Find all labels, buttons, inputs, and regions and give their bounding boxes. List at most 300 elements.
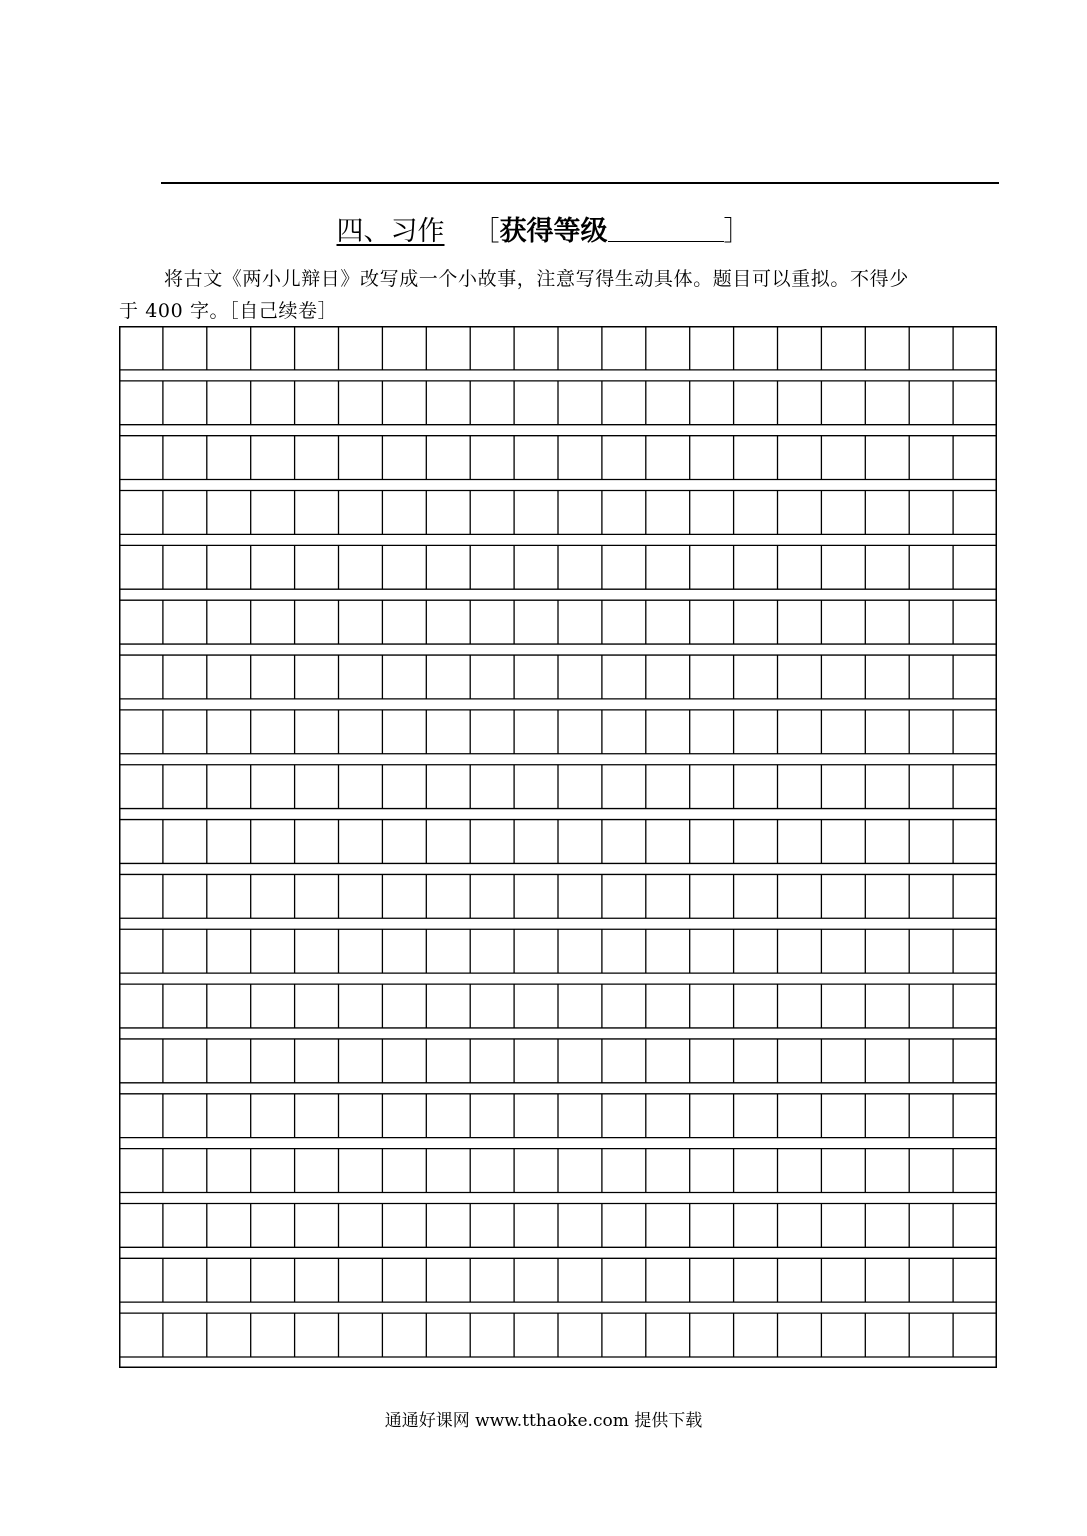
grid-cell[interactable] — [909, 874, 953, 918]
grid-cell[interactable] — [470, 545, 514, 589]
grid-cell[interactable] — [119, 1203, 163, 1247]
grid-cell[interactable] — [821, 655, 865, 699]
grid-cell[interactable] — [514, 381, 558, 425]
grid-cell[interactable] — [602, 765, 646, 809]
grade-blank[interactable] — [608, 213, 724, 242]
grid-cell[interactable] — [163, 874, 207, 918]
grid-cell[interactable] — [690, 820, 734, 864]
grid-cell[interactable] — [382, 1149, 426, 1193]
grid-cell[interactable] — [339, 655, 383, 699]
grid-cell[interactable] — [251, 1258, 295, 1302]
grid-cell[interactable] — [295, 984, 339, 1028]
grid-row[interactable] — [119, 1094, 997, 1138]
grid-cell[interactable] — [646, 765, 690, 809]
grid-cell[interactable] — [734, 1149, 778, 1193]
grid-cell[interactable] — [470, 929, 514, 973]
grid-cell[interactable] — [470, 491, 514, 535]
grid-cell[interactable] — [514, 545, 558, 589]
grid-cell[interactable] — [690, 600, 734, 644]
grid-cell[interactable] — [119, 765, 163, 809]
grid-cell[interactable] — [207, 1149, 251, 1193]
grid-cell[interactable] — [690, 655, 734, 699]
grid-cell[interactable] — [426, 765, 470, 809]
grid-cell[interactable] — [251, 820, 295, 864]
grid-cell[interactable] — [514, 765, 558, 809]
grid-cell[interactable] — [602, 545, 646, 589]
grid-cell[interactable] — [119, 874, 163, 918]
grid-cell[interactable] — [690, 1039, 734, 1083]
grid-cell[interactable] — [514, 1203, 558, 1247]
grid-cell[interactable] — [339, 1313, 383, 1357]
grid-cell[interactable] — [646, 491, 690, 535]
grid-cell[interactable] — [558, 710, 602, 754]
grid-cell[interactable] — [382, 1313, 426, 1357]
grid-cell[interactable] — [251, 710, 295, 754]
grid-cell[interactable] — [426, 710, 470, 754]
grid-cell[interactable] — [909, 1313, 953, 1357]
grid-cell[interactable] — [207, 984, 251, 1028]
grid-row[interactable] — [119, 600, 997, 644]
grid-cell[interactable] — [470, 765, 514, 809]
grid-cell[interactable] — [163, 1258, 207, 1302]
grid-cell[interactable] — [339, 1149, 383, 1193]
grid-cell[interactable] — [602, 874, 646, 918]
grid-cell[interactable] — [470, 381, 514, 425]
grid-cell[interactable] — [558, 436, 602, 480]
grid-cell[interactable] — [865, 326, 909, 370]
grid-cell[interactable] — [251, 1094, 295, 1138]
grid-cell[interactable] — [953, 1258, 997, 1302]
grid-row[interactable] — [119, 381, 997, 425]
grid-cell[interactable] — [163, 1094, 207, 1138]
grid-cell[interactable] — [470, 655, 514, 699]
grid-cell[interactable] — [339, 436, 383, 480]
grid-cell[interactable] — [251, 381, 295, 425]
grid-cell[interactable] — [909, 381, 953, 425]
grid-cell[interactable] — [558, 874, 602, 918]
grid-cell[interactable] — [821, 600, 865, 644]
grid-cell[interactable] — [207, 765, 251, 809]
grid-cell[interactable] — [163, 655, 207, 699]
grid-cell[interactable] — [734, 1094, 778, 1138]
grid-cell[interactable] — [426, 326, 470, 370]
grid-cell[interactable] — [602, 710, 646, 754]
grid-cell[interactable] — [646, 1094, 690, 1138]
grid-cell[interactable] — [163, 1149, 207, 1193]
grid-cell[interactable] — [865, 1258, 909, 1302]
grid-cell[interactable] — [207, 929, 251, 973]
grid-cell[interactable] — [163, 820, 207, 864]
grid-cell[interactable] — [382, 1094, 426, 1138]
grid-row[interactable] — [119, 874, 997, 918]
grid-row[interactable] — [119, 545, 997, 589]
grid-cell[interactable] — [514, 491, 558, 535]
grid-cell[interactable] — [514, 820, 558, 864]
grid-cell[interactable] — [119, 1094, 163, 1138]
grid-cell[interactable] — [734, 929, 778, 973]
grid-cell[interactable] — [953, 655, 997, 699]
grid-cell[interactable] — [734, 326, 778, 370]
grid-cell[interactable] — [558, 1313, 602, 1357]
grid-cell[interactable] — [426, 1203, 470, 1247]
grid-cell[interactable] — [646, 820, 690, 864]
grid-cell[interactable] — [119, 326, 163, 370]
grid-cell[interactable] — [821, 1258, 865, 1302]
grid-cell[interactable] — [602, 436, 646, 480]
grid-cell[interactable] — [470, 1094, 514, 1138]
grid-cell[interactable] — [953, 1094, 997, 1138]
grid-cell[interactable] — [426, 1149, 470, 1193]
grid-cell[interactable] — [909, 436, 953, 480]
grid-cell[interactable] — [207, 1313, 251, 1357]
grid-cell[interactable] — [514, 1094, 558, 1138]
grid-cell[interactable] — [953, 381, 997, 425]
grid-cell[interactable] — [734, 655, 778, 699]
grid-cell[interactable] — [295, 1203, 339, 1247]
grid-cell[interactable] — [602, 326, 646, 370]
grid-cell[interactable] — [558, 545, 602, 589]
grid-cell[interactable] — [646, 1258, 690, 1302]
grid-cell[interactable] — [426, 491, 470, 535]
grid-cell[interactable] — [163, 1313, 207, 1357]
grid-cell[interactable] — [470, 820, 514, 864]
grid-cell[interactable] — [734, 874, 778, 918]
grid-cell[interactable] — [382, 545, 426, 589]
grid-cell[interactable] — [295, 1258, 339, 1302]
grid-cell[interactable] — [953, 436, 997, 480]
grid-cell[interactable] — [865, 1094, 909, 1138]
grid-row[interactable] — [119, 929, 997, 973]
grid-cell[interactable] — [426, 874, 470, 918]
grid-cell[interactable] — [470, 984, 514, 1028]
grid-cell[interactable] — [163, 545, 207, 589]
grid-cell[interactable] — [865, 710, 909, 754]
grid-cell[interactable] — [646, 655, 690, 699]
grid-cell[interactable] — [382, 1258, 426, 1302]
grid-cell[interactable] — [558, 765, 602, 809]
grid-cell[interactable] — [558, 820, 602, 864]
grid-cell[interactable] — [295, 765, 339, 809]
grid-cell[interactable] — [470, 1313, 514, 1357]
grid-cell[interactable] — [953, 874, 997, 918]
grid-cell[interactable] — [426, 600, 470, 644]
grid-cell[interactable] — [690, 1149, 734, 1193]
grid-cell[interactable] — [207, 655, 251, 699]
grid-cell[interactable] — [207, 710, 251, 754]
grid-cell[interactable] — [821, 765, 865, 809]
grid-cell[interactable] — [865, 491, 909, 535]
grid-cell[interactable] — [558, 1203, 602, 1247]
grid-cell[interactable] — [734, 984, 778, 1028]
grid-cell[interactable] — [865, 600, 909, 644]
grid-cell[interactable] — [251, 929, 295, 973]
grid-cell[interactable] — [426, 381, 470, 425]
grid-cell[interactable] — [382, 710, 426, 754]
grid-cell[interactable] — [339, 326, 383, 370]
grid-cell[interactable] — [690, 436, 734, 480]
grid-cell[interactable] — [295, 1094, 339, 1138]
grid-cell[interactable] — [558, 491, 602, 535]
grid-cell[interactable] — [778, 436, 822, 480]
grid-cell[interactable] — [119, 600, 163, 644]
grid-cell[interactable] — [909, 655, 953, 699]
grid-cell[interactable] — [207, 1039, 251, 1083]
writing-grid[interactable] — [119, 326, 997, 1368]
grid-cell[interactable] — [865, 381, 909, 425]
grid-cell[interactable] — [909, 765, 953, 809]
grid-cell[interactable] — [734, 1203, 778, 1247]
grid-cell[interactable] — [602, 1258, 646, 1302]
grid-cell[interactable] — [470, 326, 514, 370]
grid-cell[interactable] — [558, 1149, 602, 1193]
grid-cell[interactable] — [426, 1313, 470, 1357]
grid-cell[interactable] — [558, 929, 602, 973]
grid-cell[interactable] — [909, 929, 953, 973]
grid-cell[interactable] — [382, 491, 426, 535]
grid-cell[interactable] — [163, 381, 207, 425]
grid-cell[interactable] — [690, 326, 734, 370]
grid-cell[interactable] — [382, 984, 426, 1028]
grid-row[interactable] — [119, 1203, 997, 1247]
grid-cell[interactable] — [909, 545, 953, 589]
grid-cell[interactable] — [295, 655, 339, 699]
grid-cell[interactable] — [295, 600, 339, 644]
grid-cell[interactable] — [119, 1313, 163, 1357]
grid-cell[interactable] — [339, 874, 383, 918]
grid-cell[interactable] — [119, 436, 163, 480]
grid-cell[interactable] — [909, 326, 953, 370]
grid-cell[interactable] — [339, 1203, 383, 1247]
grid-cell[interactable] — [295, 929, 339, 973]
grid-cell[interactable] — [163, 1203, 207, 1247]
grid-cell[interactable] — [690, 1094, 734, 1138]
grid-cell[interactable] — [514, 436, 558, 480]
grid-cell[interactable] — [514, 326, 558, 370]
grid-cell[interactable] — [778, 1094, 822, 1138]
grid-cell[interactable] — [734, 1313, 778, 1357]
grid-cell[interactable] — [953, 929, 997, 973]
grid-cell[interactable] — [470, 1203, 514, 1247]
grid-cell[interactable] — [295, 326, 339, 370]
grid-cell[interactable] — [953, 600, 997, 644]
grid-cell[interactable] — [865, 545, 909, 589]
grid-cell[interactable] — [778, 1203, 822, 1247]
grid-cell[interactable] — [251, 1039, 295, 1083]
grid-cell[interactable] — [734, 600, 778, 644]
grid-cell[interactable] — [865, 984, 909, 1028]
grid-cell[interactable] — [778, 600, 822, 644]
grid-cell[interactable] — [778, 491, 822, 535]
grid-cell[interactable] — [690, 491, 734, 535]
grid-cell[interactable] — [602, 820, 646, 864]
grid-cell[interactable] — [119, 710, 163, 754]
grid-cell[interactable] — [690, 545, 734, 589]
grid-cell[interactable] — [734, 765, 778, 809]
grid-cell[interactable] — [251, 655, 295, 699]
grid-cell[interactable] — [690, 1258, 734, 1302]
grid-cell[interactable] — [602, 984, 646, 1028]
grid-cell[interactable] — [646, 326, 690, 370]
grid-cell[interactable] — [207, 381, 251, 425]
grid-cell[interactable] — [119, 1258, 163, 1302]
grid-cell[interactable] — [602, 381, 646, 425]
grid-cell[interactable] — [953, 710, 997, 754]
grid-cell[interactable] — [602, 929, 646, 973]
grid-cell[interactable] — [821, 1094, 865, 1138]
grid-cell[interactable] — [382, 1203, 426, 1247]
grid-cell[interactable] — [734, 710, 778, 754]
grid-cell[interactable] — [646, 436, 690, 480]
grid-cell[interactable] — [514, 710, 558, 754]
grid-cell[interactable] — [251, 545, 295, 589]
grid-cell[interactable] — [865, 874, 909, 918]
grid-cell[interactable] — [295, 491, 339, 535]
grid-cell[interactable] — [909, 1258, 953, 1302]
grid-cell[interactable] — [558, 1039, 602, 1083]
grid-cell[interactable] — [207, 491, 251, 535]
grid-cell[interactable] — [909, 984, 953, 1028]
grid-cell[interactable] — [690, 765, 734, 809]
grid-cell[interactable] — [163, 710, 207, 754]
grid-cell[interactable] — [778, 1039, 822, 1083]
grid-cell[interactable] — [339, 820, 383, 864]
grid-row[interactable] — [119, 436, 997, 480]
grid-cell[interactable] — [426, 1094, 470, 1138]
grid-cell[interactable] — [602, 600, 646, 644]
grid-row[interactable] — [119, 1149, 997, 1193]
grid-cell[interactable] — [339, 491, 383, 535]
grid-cell[interactable] — [909, 491, 953, 535]
grid-cell[interactable] — [821, 1203, 865, 1247]
grid-cell[interactable] — [426, 820, 470, 864]
grid-cell[interactable] — [558, 326, 602, 370]
grid-cell[interactable] — [251, 491, 295, 535]
grid-row[interactable] — [119, 984, 997, 1028]
grid-cell[interactable] — [909, 1094, 953, 1138]
grid-cell[interactable] — [558, 1258, 602, 1302]
grid-cell[interactable] — [339, 710, 383, 754]
grid-cell[interactable] — [207, 1258, 251, 1302]
grid-cell[interactable] — [602, 491, 646, 535]
grid-cell[interactable] — [821, 326, 865, 370]
grid-row[interactable] — [119, 655, 997, 699]
grid-cell[interactable] — [734, 820, 778, 864]
grid-cell[interactable] — [646, 929, 690, 973]
grid-cell[interactable] — [119, 929, 163, 973]
grid-cell[interactable] — [382, 1039, 426, 1083]
grid-cell[interactable] — [339, 1258, 383, 1302]
grid-cell[interactable] — [251, 600, 295, 644]
grid-cell[interactable] — [953, 1203, 997, 1247]
grid-cell[interactable] — [909, 600, 953, 644]
grid-cell[interactable] — [382, 381, 426, 425]
grid-cell[interactable] — [163, 929, 207, 973]
grid-cell[interactable] — [295, 1149, 339, 1193]
grid-cell[interactable] — [558, 655, 602, 699]
grid-cell[interactable] — [382, 765, 426, 809]
grid-cell[interactable] — [207, 820, 251, 864]
grid-cell[interactable] — [602, 1039, 646, 1083]
grid-cell[interactable] — [865, 655, 909, 699]
grid-row[interactable] — [119, 820, 997, 864]
grid-cell[interactable] — [295, 710, 339, 754]
grid-cell[interactable] — [295, 545, 339, 589]
grid-cell[interactable] — [734, 1039, 778, 1083]
grid-cell[interactable] — [558, 984, 602, 1028]
grid-cell[interactable] — [514, 1313, 558, 1357]
grid-cell[interactable] — [690, 984, 734, 1028]
grid-cell[interactable] — [953, 545, 997, 589]
grid-cell[interactable] — [646, 1039, 690, 1083]
grid-cell[interactable] — [821, 984, 865, 1028]
grid-cell[interactable] — [602, 1149, 646, 1193]
grid-cell[interactable] — [251, 1203, 295, 1247]
grid-cell[interactable] — [821, 545, 865, 589]
grid-cell[interactable] — [382, 436, 426, 480]
grid-cell[interactable] — [426, 655, 470, 699]
grid-cell[interactable] — [470, 1039, 514, 1083]
grid-cell[interactable] — [734, 1258, 778, 1302]
grid-cell[interactable] — [514, 600, 558, 644]
grid-cell[interactable] — [602, 1313, 646, 1357]
grid-cell[interactable] — [339, 381, 383, 425]
grid-cell[interactable] — [295, 874, 339, 918]
grid-cell[interactable] — [514, 1258, 558, 1302]
grid-row[interactable] — [119, 1313, 997, 1357]
grid-cell[interactable] — [470, 710, 514, 754]
grid-cell[interactable] — [953, 1313, 997, 1357]
grid-cell[interactable] — [821, 1039, 865, 1083]
grid-cell[interactable] — [646, 381, 690, 425]
grid-cell[interactable] — [119, 491, 163, 535]
grid-cell[interactable] — [339, 929, 383, 973]
grid-cell[interactable] — [865, 1313, 909, 1357]
grid-cell[interactable] — [207, 1094, 251, 1138]
grid-cell[interactable] — [426, 929, 470, 973]
grid-cell[interactable] — [953, 1039, 997, 1083]
grid-cell[interactable] — [821, 381, 865, 425]
grid-cell[interactable] — [953, 1149, 997, 1193]
grid-cell[interactable] — [953, 765, 997, 809]
grid-cell[interactable] — [865, 929, 909, 973]
grid-cell[interactable] — [119, 1039, 163, 1083]
grid-cell[interactable] — [778, 1313, 822, 1357]
grid-cell[interactable] — [865, 765, 909, 809]
grid-cell[interactable] — [426, 545, 470, 589]
grid-cell[interactable] — [646, 984, 690, 1028]
grid-cell[interactable] — [865, 1039, 909, 1083]
grid-cell[interactable] — [558, 600, 602, 644]
grid-cell[interactable] — [251, 1313, 295, 1357]
grid-cell[interactable] — [865, 820, 909, 864]
grid-cell[interactable] — [119, 984, 163, 1028]
grid-cell[interactable] — [646, 1203, 690, 1247]
grid-cell[interactable] — [295, 436, 339, 480]
grid-cell[interactable] — [734, 381, 778, 425]
grid-cell[interactable] — [119, 820, 163, 864]
grid-cell[interactable] — [778, 820, 822, 864]
grid-cell[interactable] — [119, 655, 163, 699]
grid-cell[interactable] — [778, 1149, 822, 1193]
grid-row[interactable] — [119, 765, 997, 809]
grid-row[interactable] — [119, 1039, 997, 1083]
grid-cell[interactable] — [821, 1313, 865, 1357]
grid-cell[interactable] — [778, 874, 822, 918]
grid-cell[interactable] — [426, 1039, 470, 1083]
grid-cell[interactable] — [821, 710, 865, 754]
grid-cell[interactable] — [470, 1258, 514, 1302]
grid-cell[interactable] — [295, 381, 339, 425]
